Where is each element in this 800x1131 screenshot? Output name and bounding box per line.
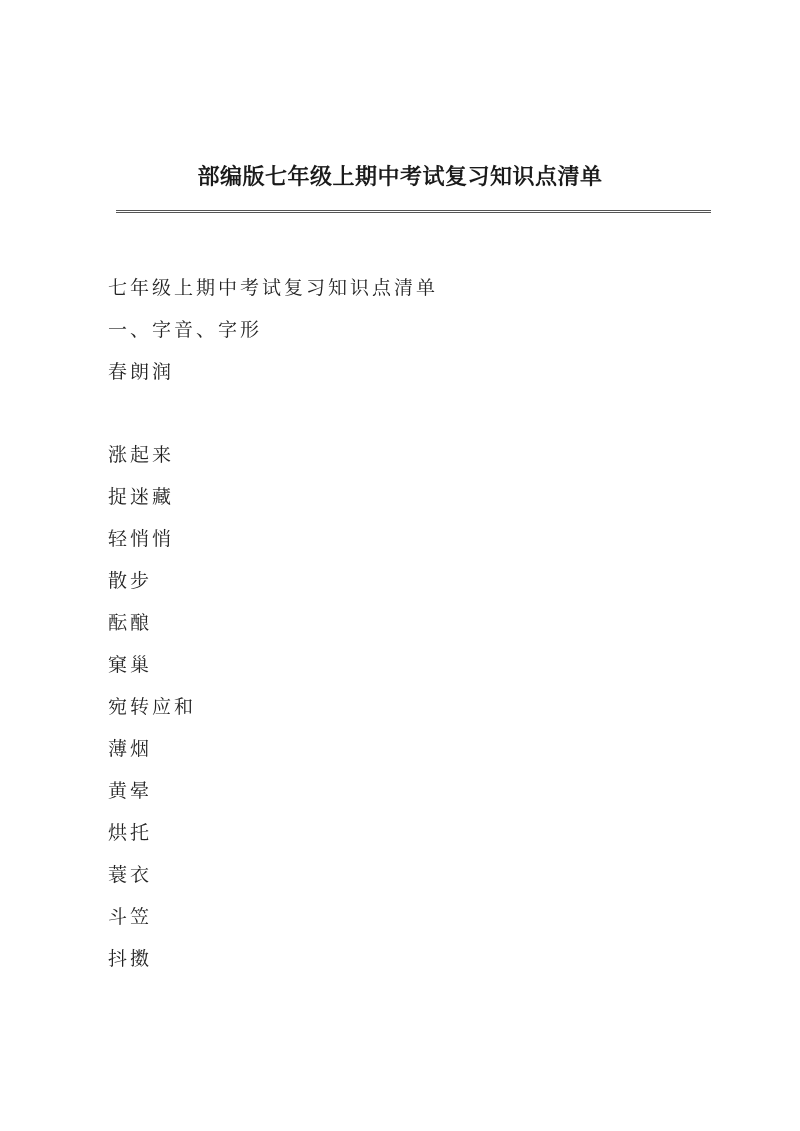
word-item: 涨起来 bbox=[108, 444, 175, 466]
word-item: 烘托 bbox=[108, 822, 153, 844]
subtitle: 七年级上期中考试复习知识点清单 bbox=[108, 277, 439, 299]
word-item: 春朗润 bbox=[108, 361, 175, 383]
word-item: 斗笠 bbox=[108, 906, 153, 928]
word-item: 捉迷藏 bbox=[108, 486, 175, 508]
word-item: 轻悄悄 bbox=[108, 528, 175, 550]
word-item: 窠巢 bbox=[108, 654, 153, 676]
word-item: 薄烟 bbox=[108, 738, 153, 760]
word-item: 抖擞 bbox=[108, 948, 153, 970]
word-item: 酝酿 bbox=[108, 612, 153, 634]
page-title: 部编版七年级上期中考试复习知识点清单 bbox=[197, 164, 603, 190]
section-heading: 一、字音、字形 bbox=[108, 319, 263, 341]
word-item: 散步 bbox=[108, 570, 153, 592]
title-divider bbox=[116, 210, 711, 213]
word-item: 黄晕 bbox=[108, 780, 153, 802]
word-item: 宛转应和 bbox=[108, 696, 197, 718]
word-item: 蓑衣 bbox=[108, 864, 153, 886]
